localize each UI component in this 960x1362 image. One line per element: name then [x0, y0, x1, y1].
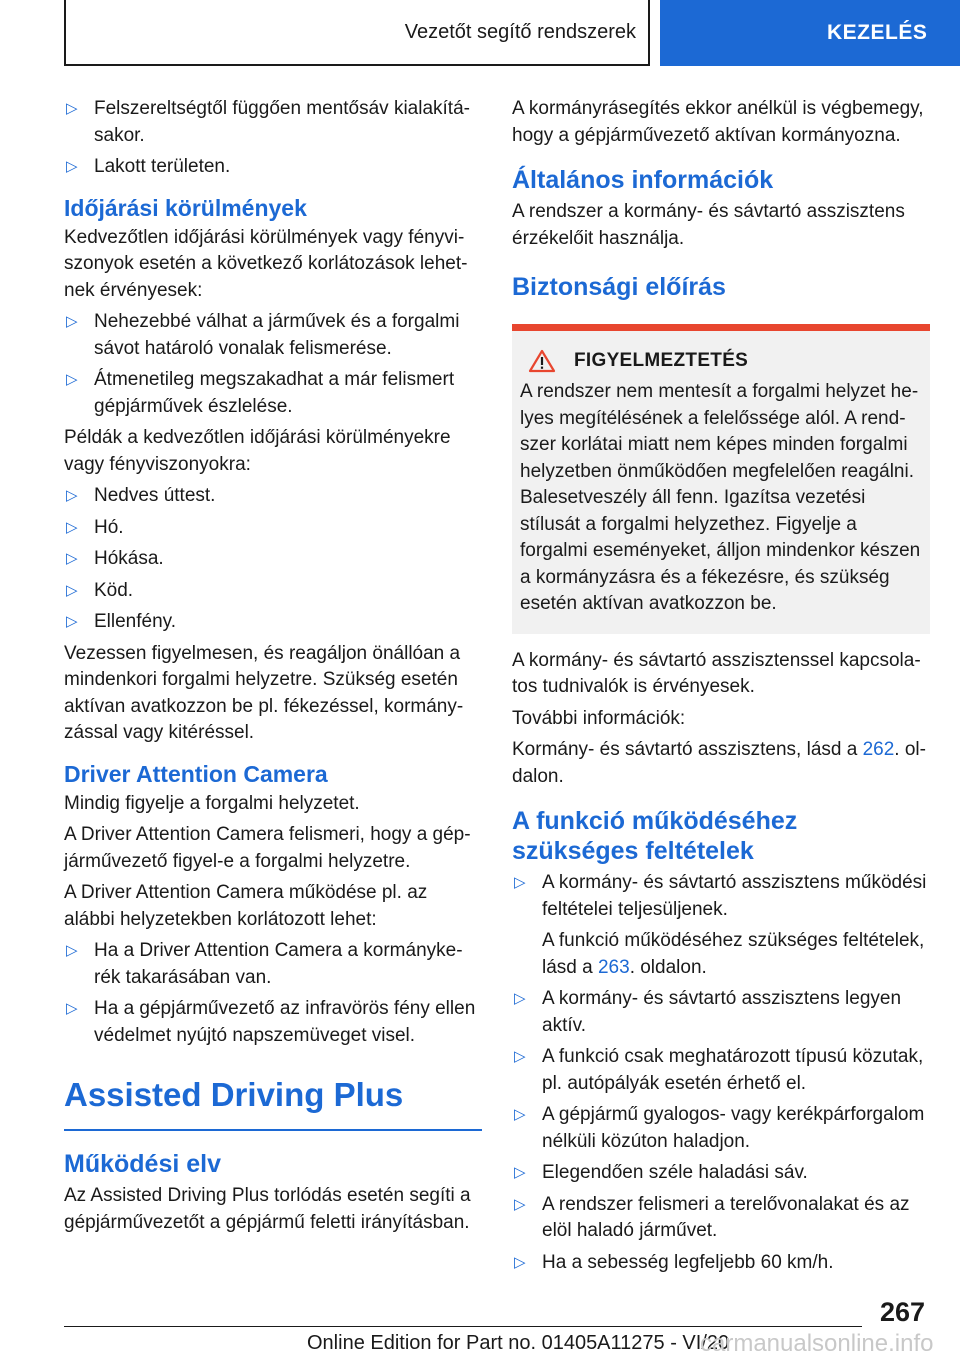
triangle-right-outline-icon: ▷ [66, 313, 78, 330]
triangle-right-outline-icon: ▷ [514, 990, 526, 1007]
list-item: ▷ Köd. [64, 578, 482, 605]
list-conditions-continued [64, 96, 482, 181]
paragraph-more-info: További információk: [512, 707, 686, 729]
triangle-right-outline-icon: ▷ [66, 550, 78, 567]
paragraph-camera-2: A Driver Attention Camera felismeri, hogy a gépjárművezető figyel-e a forgalmi helyzetre. [64, 824, 471, 872]
list-item: ▷ Hókása. [64, 546, 482, 573]
list-conditions [512, 870, 930, 1276]
list-item: ▷ Átmenetileg megszakadhat a már felismert gépjárművek észlelése. [66, 369, 455, 417]
heading-driver-attention-camera: Driver Attention Camera [64, 760, 328, 787]
triangle-right-outline-icon: ▷ [514, 1164, 526, 1181]
heading-safety: Biztonsági előírás [512, 273, 726, 301]
list-item: ▷ A gépjármű gyalogos- vagy kerékpárforgalom nélküli közúton haladjon. [514, 1104, 925, 1152]
heading-weather: Időjárási körülmények [64, 194, 307, 221]
page-link-263[interactable]: 263 [597, 956, 630, 978]
list-item: ▷ Nedves úttest. [64, 483, 482, 510]
triangle-right-outline-icon: ▷ [514, 1195, 526, 1213]
triangle-right-outline-icon: ▷ [66, 158, 78, 175]
triangle-right-outline-icon: ▷ [66, 942, 78, 959]
triangle-right-outline-icon: ▷ [514, 1106, 526, 1123]
paragraph-camera-1: Mindig figyelje a forgalmi helyzetet. [64, 792, 360, 814]
paragraph-intro: A kormányrásegítés ekkor anélkül is végbemegy, hogy a gépjárművezető aktívan kormányozna. [512, 98, 924, 146]
paragraph-attention: Vezessen figyelmesen, és reagáljon önállóan a mindenkori forgalmi helyzetre. Szükség esetén aktívan avatkozzon be pl. fékezéssel, kormányzással vagy kitéréssel. [64, 642, 464, 743]
triangle-right-outline-icon: ▷ [66, 487, 78, 504]
header-section-box [64, 0, 650, 66]
header-chapter-tab [660, 0, 960, 66]
paragraph-weather: Kedvezőtlen időjárási körülmények vagy fényviszonyok esetén a következő korlátozások lehetnek érvényesek: [64, 226, 468, 301]
paragraph-principle: Az Assisted Driving Plus torlódás esetén segíti a gépjárművezetőt a gépjármű feletti irányításban. [64, 1185, 471, 1233]
footer-edition: Online Edition for Part no. 01405A11275 - VI/20 [307, 1332, 730, 1354]
list-item: ▷ Ellenfény. [64, 609, 482, 636]
warning-header [520, 349, 922, 373]
warning-box [512, 324, 930, 634]
list-item: ▷ A funkció csak meghatározott típusú közutak, pl. autópályák esetén érhető el. [514, 1046, 924, 1094]
triangle-right-outline-icon: ▷ [66, 581, 78, 599]
warning-title: FIGYELMEZTETÉS [574, 350, 749, 371]
warning-triangle-icon [528, 349, 556, 373]
list-item: ▷ Ha a sebesség legfeljebb 60 km/h. [512, 1250, 930, 1277]
list-item: ▷ Lakott területen. [64, 154, 482, 181]
list-item: ▷ A rendszer felismeri a terelővonalakat és az elöl haladó járművet. [514, 1193, 910, 1241]
list-item: ▷ Ha a gépjárművezető az infravörös fény ellen védelmet nyújtó napszemüveget visel. [66, 998, 476, 1046]
triangle-right-outline-icon: ▷ [514, 1253, 526, 1271]
warning-text: A rendszer nem mentesít a forgalmi helyzet helyes megítélésének a felelőssége alól. A rendszer korlátai miatt nem képes minden forgalmi helyzetben önműködően megfelelően reagálni. Balesetveszély áll fenn. Igazítsa vezetési stílusát a forgalmi helyzethez. Figyelje a forgalmi eseményeket, álljon mindenkor készen a kormányzásra és a fékezésre, és szükség esetén aktívan avatkozzon be. [520, 381, 921, 614]
triangle-right-outline-icon: ▷ [66, 100, 78, 117]
right-column [512, 96, 930, 1281]
paragraph-camera-3: A Driver Attention Camera működése pl. az alábbi helyzetekben korlátozott lehet: [64, 882, 428, 930]
triangle-right-outline-icon: ▷ [514, 1048, 526, 1065]
heading-operating-principle: Működési elv [64, 1150, 221, 1178]
list-weather-examples [64, 483, 482, 636]
triangle-right-outline-icon: ▷ [66, 518, 78, 536]
list-camera-limits [64, 938, 482, 1049]
paragraph-general: A rendszer a kormány- és sávtartó asszisztens érzékelőit használja. [512, 201, 905, 249]
paragraph-after-warning: A kormány- és sávtartó asszisztenssel kapcsolatos tudnivalók is érvényesek. [512, 649, 921, 697]
heading-general-info: Általános információk [512, 166, 774, 194]
footer-watermark: carmanualsonline.info [700, 1330, 934, 1357]
paragraph-reference: Kormány- és sávtartó asszisztens, lásd a 262. oldalon. [512, 739, 926, 787]
list-item: ▷ A kormány- és sávtartó asszisztens működési feltételei teljesüljenek. A funkció működéséhez szükséges feltételek, lásd a 263. oldalon. [512, 870, 930, 981]
triangle-right-outline-icon: ▷ [66, 371, 78, 388]
list-item: ▷ Felszereltségtől függően mentősáv kialakításakor. [66, 98, 470, 146]
header-section-title: Vezetőt segítő rendszerek [404, 20, 636, 43]
triangle-right-outline-icon: ▷ [66, 1000, 78, 1017]
page-link-262[interactable]: 262 [862, 739, 895, 760]
list-item: ▷ A kormány- és sávtartó asszisztens legyen aktív. [514, 988, 902, 1036]
header-chapter-title: KEZELÉS [827, 21, 928, 44]
page-number: 267 [880, 1297, 926, 1327]
left-column [64, 96, 482, 1241]
list-item: ▷ Nehezebbé válhat a járművek és a forgalmi sávot határoló vonalak felismerése. [66, 311, 460, 359]
triangle-right-outline-icon: ▷ [66, 613, 78, 630]
triangle-right-outline-icon: ▷ [514, 874, 526, 891]
list-item: ▷ Hó. [64, 515, 482, 542]
list-item: ▷ Ha a Driver Attention Camera a kormánykerék takarásában van. [66, 940, 463, 988]
paragraph-examples: Példák a kedvezőtlen időjárási körülményekre vagy fényviszonyokra: [64, 427, 451, 475]
heading-conditions: A funkció működéséhez szükséges feltételek [512, 807, 798, 865]
list-item-subtext: A funkció működéséhez szükséges feltételek, lásd a 263. oldalon. [542, 930, 925, 978]
footer-divider [64, 1326, 862, 1327]
list-weather-effects [64, 309, 482, 420]
list-item: ▷ Elegendően széle haladási sáv. [512, 1160, 930, 1187]
heading-assisted-driving-plus: Assisted Driving Plus [64, 1073, 482, 1131]
